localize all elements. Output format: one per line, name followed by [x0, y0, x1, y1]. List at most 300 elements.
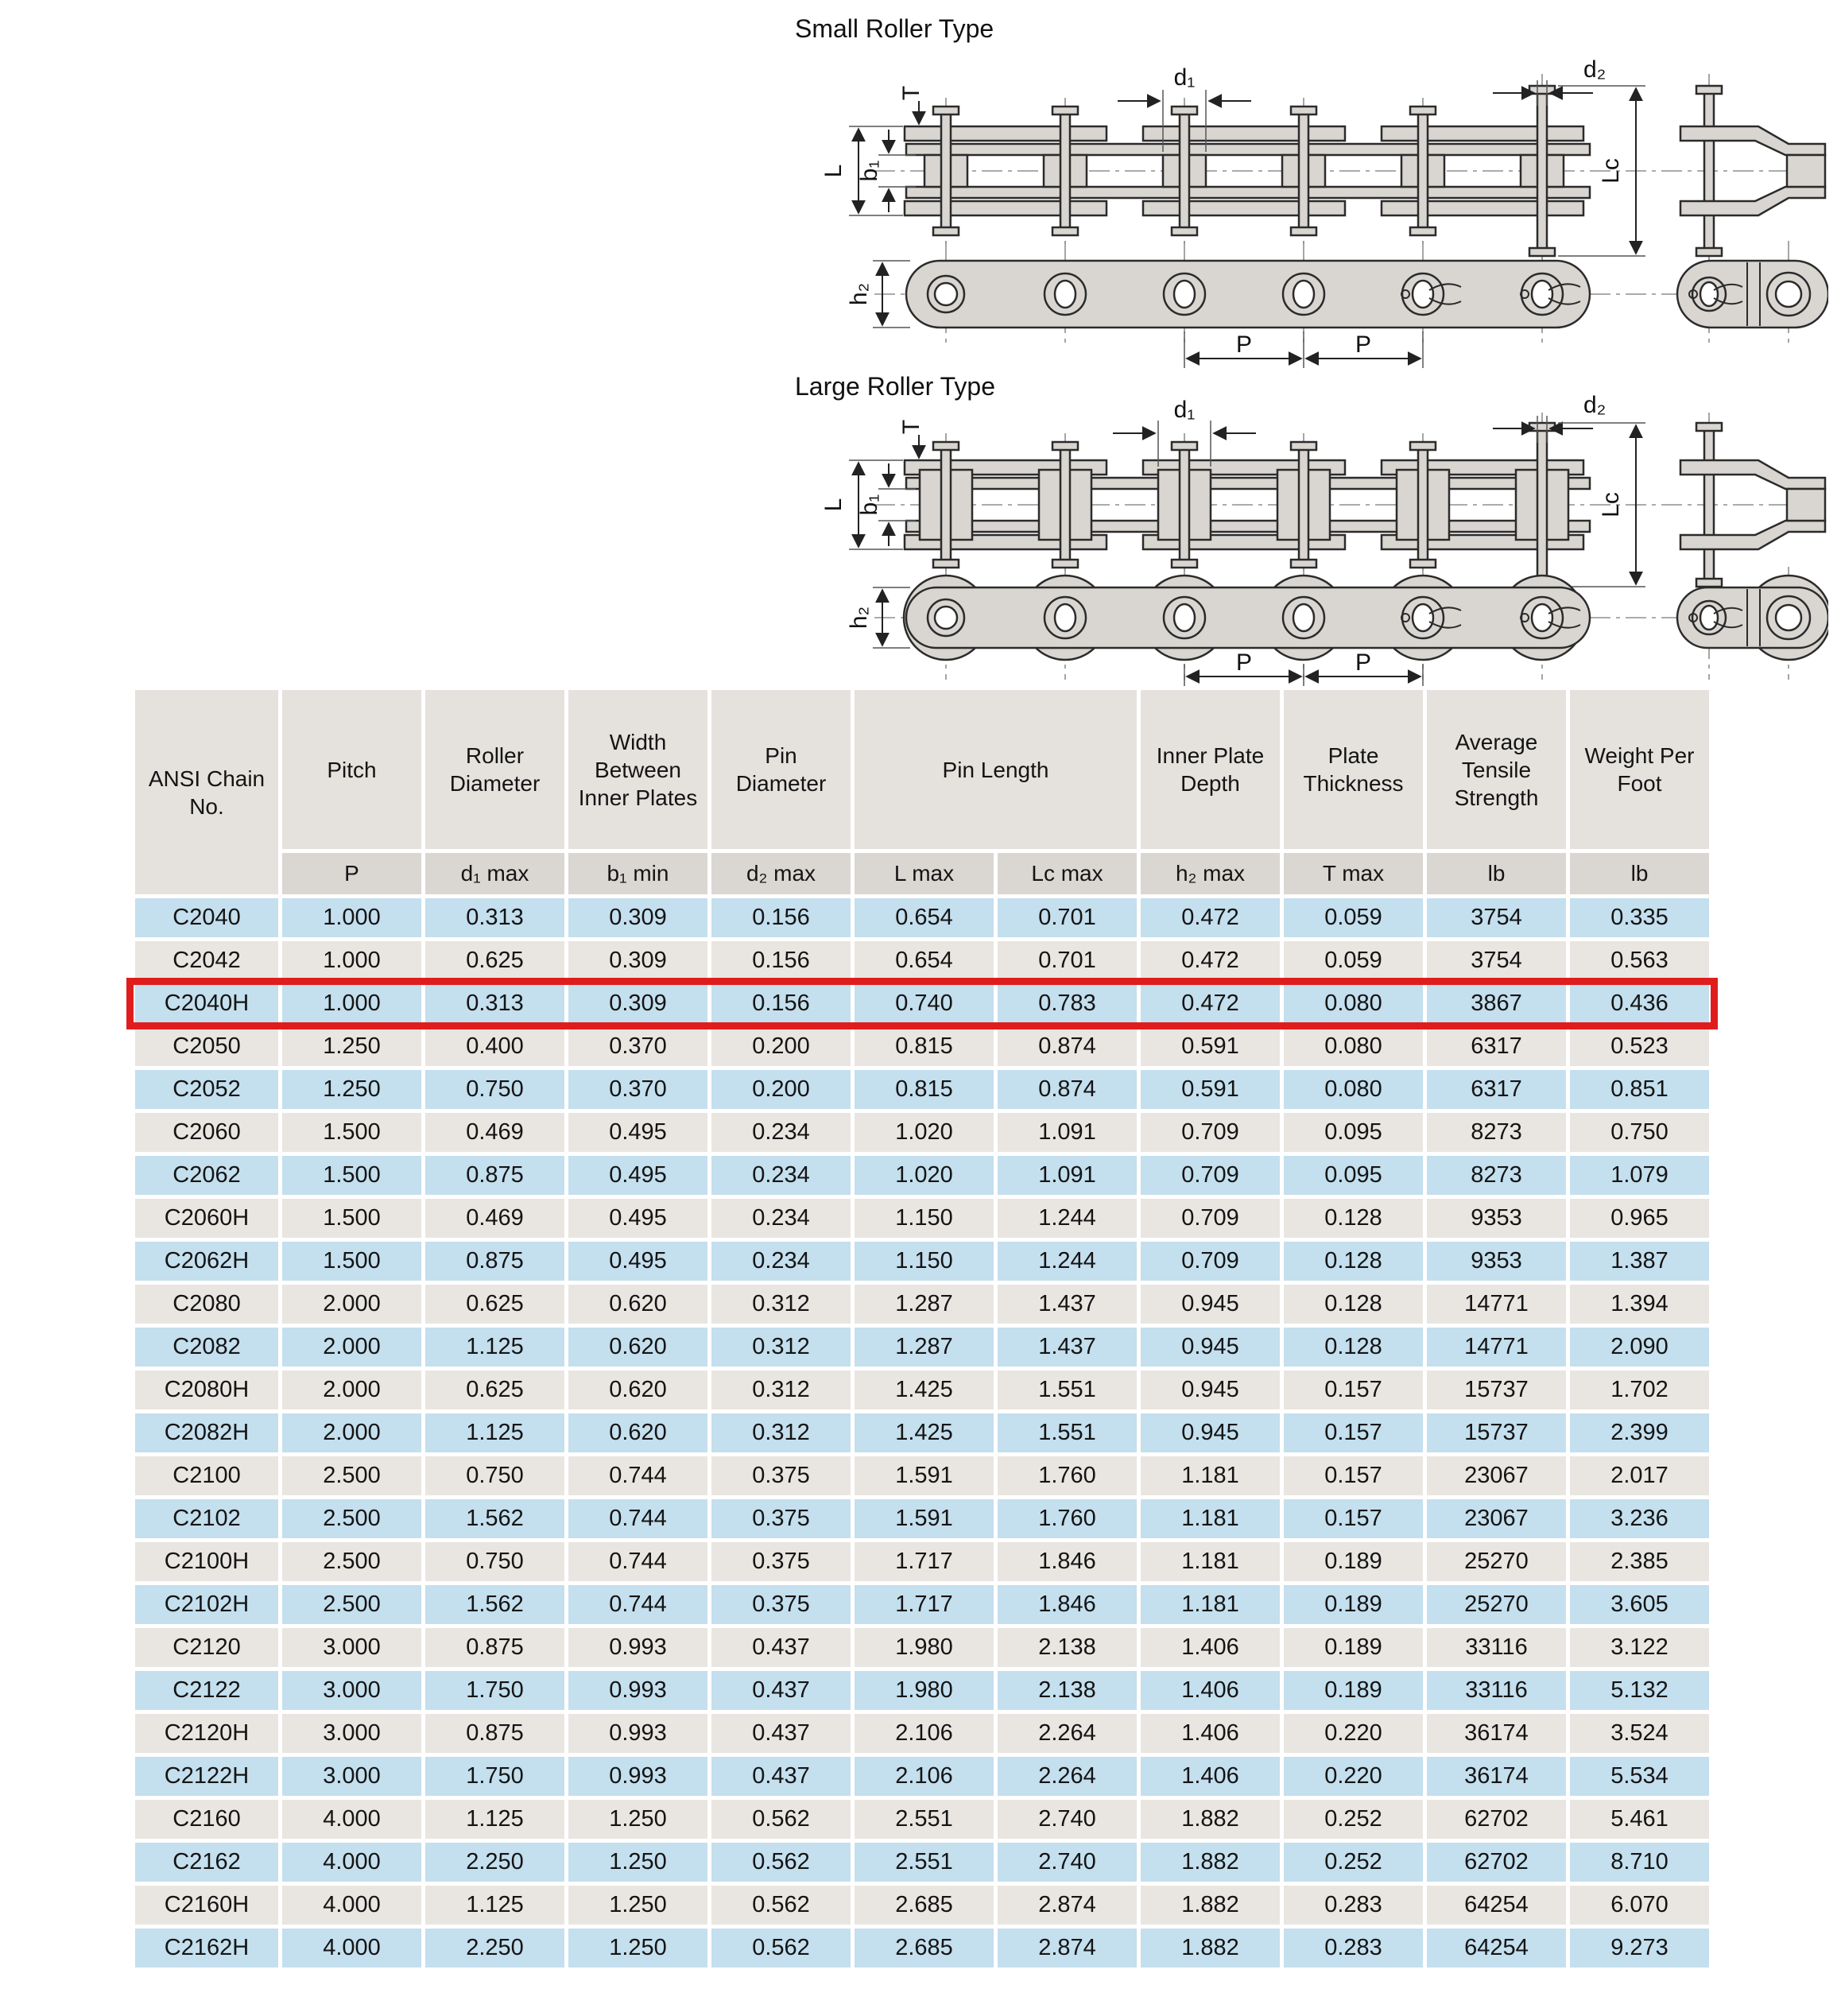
- table-cell: 1.181: [1141, 1456, 1280, 1495]
- table-cell: 0.874: [998, 1070, 1137, 1109]
- table-cell: 2.250: [425, 1929, 564, 1968]
- table-cell: 0.437: [711, 1671, 851, 1710]
- table-cell: 1.000: [282, 941, 421, 980]
- table-cell: 3754: [1427, 898, 1566, 937]
- table-cell: 5.132: [1570, 1671, 1709, 1710]
- table-cell: 5.534: [1570, 1757, 1709, 1796]
- table-cell: 0.234: [711, 1156, 851, 1195]
- table-cell: 6317: [1427, 1070, 1566, 1109]
- table-cell: 0.993: [568, 1671, 707, 1710]
- table-cell: 0.993: [568, 1757, 707, 1796]
- table-cell: 1.882: [1141, 1929, 1280, 1968]
- table-cell: 0.815: [855, 1027, 994, 1066]
- chain-no-cell: C2120H: [135, 1714, 278, 1753]
- table-cell: 3.000: [282, 1671, 421, 1710]
- table-cell: 1.500: [282, 1113, 421, 1152]
- pin: [1299, 449, 1308, 560]
- table-cell: 1.181: [1141, 1499, 1280, 1538]
- table-cell: 1.125: [425, 1413, 564, 1452]
- table-cell: 0.312: [711, 1413, 851, 1452]
- table-cell: 2.250: [425, 1843, 564, 1882]
- table-cell: 1.760: [998, 1456, 1137, 1495]
- table-cell: 0.375: [711, 1542, 851, 1581]
- chain-no-cell: C2080: [135, 1285, 278, 1324]
- table-cell: 0.469: [425, 1199, 564, 1238]
- table-cell: 1.717: [855, 1585, 994, 1624]
- table-cell: 1.846: [998, 1542, 1137, 1581]
- table-cell: 0.437: [711, 1757, 851, 1796]
- chain-no-cell: C2100: [135, 1456, 278, 1495]
- table-cell: 0.157: [1284, 1456, 1423, 1495]
- dim-label-d2: d₂: [1583, 56, 1607, 83]
- table-cell: 0.312: [711, 1370, 851, 1409]
- table-cell: 0.851: [1570, 1070, 1709, 1109]
- table-cell: 0.709: [1141, 1156, 1280, 1195]
- dim-label-L: L: [820, 498, 847, 512]
- table-cell: 8273: [1427, 1113, 1566, 1152]
- table-cell: 2.000: [282, 1413, 421, 1452]
- header-pitch: Pitch: [282, 690, 421, 849]
- table-cell: 4.000: [282, 1843, 421, 1882]
- table-cell: 1.500: [282, 1199, 421, 1238]
- table-cell: 0.562: [711, 1843, 851, 1882]
- pin: [1060, 449, 1070, 560]
- chain-no-cell: C2120: [135, 1628, 278, 1667]
- table-cell: 0.312: [711, 1328, 851, 1367]
- header-average-tensile-strength: Average Tensile Strength: [1427, 690, 1566, 849]
- table-cell: 1.000: [282, 984, 421, 1023]
- table-cell: 0.945: [1141, 1285, 1280, 1324]
- table-cell: 0.200: [711, 1070, 851, 1109]
- subheader-h2-max: h₂ max: [1141, 853, 1280, 894]
- subheader-b1-min: b₁ min: [568, 853, 707, 894]
- table-cell: 25270: [1427, 1542, 1566, 1581]
- table-cell: 0.156: [711, 984, 851, 1023]
- table-cell: 0.562: [711, 1886, 851, 1925]
- table-cell: 62702: [1427, 1800, 1566, 1839]
- table-cell: 0.400: [425, 1027, 564, 1066]
- table-cell: 0.283: [1284, 1929, 1423, 1968]
- diagram-title-small: Small Roller Type: [795, 14, 994, 43]
- table-cell: 8273: [1427, 1156, 1566, 1195]
- table-cell: 0.495: [568, 1242, 707, 1281]
- table-cell: 1.437: [998, 1328, 1137, 1367]
- table-cell: 0.437: [711, 1628, 851, 1667]
- table-cell: 3.605: [1570, 1585, 1709, 1624]
- table-cell: 1.250: [282, 1070, 421, 1109]
- diagram-title-large: Large Roller Type: [795, 372, 995, 401]
- table-cell: 1.250: [568, 1929, 707, 1968]
- table-cell: 36174: [1427, 1757, 1566, 1796]
- table-cell: 2.874: [998, 1886, 1137, 1925]
- table-cell: 1.846: [998, 1585, 1137, 1624]
- table-cell: 0.128: [1284, 1285, 1423, 1324]
- table-cell: 0.744: [568, 1542, 707, 1581]
- table-cell: 1.980: [855, 1628, 994, 1667]
- chain-no-cell: C2102: [135, 1499, 278, 1538]
- table-cell: 0.234: [711, 1113, 851, 1152]
- table-cell: 1.020: [855, 1156, 994, 1195]
- table-cell: 0.591: [1141, 1027, 1280, 1066]
- header-plate-thickness: Plate Thickness: [1284, 690, 1423, 849]
- table-cell: 0.875: [425, 1156, 564, 1195]
- table-cell: 1.000: [282, 898, 421, 937]
- table-cell: 0.495: [568, 1156, 707, 1195]
- chain-no-cell: C2160: [135, 1800, 278, 1839]
- table-cell: 0.189: [1284, 1671, 1423, 1710]
- pin: [941, 449, 951, 560]
- table-cell: 0.783: [998, 984, 1137, 1023]
- table-cell: 1.150: [855, 1199, 994, 1238]
- table-cell: 0.744: [568, 1456, 707, 1495]
- table-cell: 0.313: [425, 898, 564, 937]
- table-cell: 33116: [1427, 1628, 1566, 1667]
- dim-label-L: L: [820, 164, 847, 178]
- chain-no-cell: C2100H: [135, 1542, 278, 1581]
- table-cell: 2.500: [282, 1456, 421, 1495]
- table-cell: 1.250: [568, 1800, 707, 1839]
- table-cell: 0.472: [1141, 984, 1280, 1023]
- table-cell: 1.091: [998, 1113, 1137, 1152]
- table-cell: 0.128: [1284, 1328, 1423, 1367]
- table-cell: 0.701: [998, 941, 1137, 980]
- subheader-d2-max: d₂ max: [711, 853, 851, 894]
- table-cell: 8.710: [1570, 1843, 1709, 1882]
- table-cell: 0.620: [568, 1285, 707, 1324]
- table-cell: 1.562: [425, 1585, 564, 1624]
- table-cell: 1.551: [998, 1370, 1137, 1409]
- table-cell: 0.562: [711, 1800, 851, 1839]
- table-cell: 1.091: [998, 1156, 1137, 1195]
- table-cell: 0.312: [711, 1285, 851, 1324]
- table-cell: 0.220: [1284, 1714, 1423, 1753]
- chain-no-cell: C2062: [135, 1156, 278, 1195]
- table-cell: 1.437: [998, 1285, 1137, 1324]
- table-cell: 1.150: [855, 1242, 994, 1281]
- table-cell: 2.106: [855, 1714, 994, 1753]
- spec-table: [135, 690, 1709, 1968]
- dim-label-T: T: [898, 419, 924, 435]
- table-cell: 0.945: [1141, 1328, 1280, 1367]
- table-cell: 0.744: [568, 1585, 707, 1624]
- dim-label-T: T: [898, 85, 924, 101]
- table-cell: 1.425: [855, 1370, 994, 1409]
- pin: [1180, 114, 1189, 228]
- header-roller-diameter: Roller Diameter: [425, 690, 564, 849]
- table-cell: 6317: [1427, 1027, 1566, 1066]
- dim-label-b1: b₁: [856, 494, 882, 516]
- table-cell: 1.406: [1141, 1714, 1280, 1753]
- table-cell: 0.750: [425, 1542, 564, 1581]
- table-cell: 1.591: [855, 1456, 994, 1495]
- pin: [1299, 114, 1308, 228]
- table-cell: 1.750: [425, 1671, 564, 1710]
- table-cell: 5.461: [1570, 1800, 1709, 1839]
- table-cell: 1.882: [1141, 1800, 1280, 1839]
- table-cell: 2.874: [998, 1929, 1137, 1968]
- table-cell: 0.234: [711, 1242, 851, 1281]
- pin: [1060, 114, 1070, 228]
- table-cell: 2.000: [282, 1370, 421, 1409]
- subheader-p: P: [282, 853, 421, 894]
- table-cell: 2.264: [998, 1757, 1137, 1796]
- table-cell: 0.080: [1284, 1027, 1423, 1066]
- table-cell: 3.236: [1570, 1499, 1709, 1538]
- table-cell: 0.945: [1141, 1370, 1280, 1409]
- table-cell: 1.406: [1141, 1671, 1280, 1710]
- table-cell: 1.551: [998, 1413, 1137, 1452]
- chain-no-cell: C2040H: [135, 984, 278, 1023]
- table-cell: 0.059: [1284, 898, 1423, 937]
- table-cell: 2.740: [998, 1800, 1137, 1839]
- dim-label-P: P: [1235, 331, 1253, 358]
- table-cell: 0.157: [1284, 1499, 1423, 1538]
- table-cell: 62702: [1427, 1843, 1566, 1882]
- table-cell: 0.234: [711, 1199, 851, 1238]
- table-cell: 1.244: [998, 1199, 1137, 1238]
- table-cell: 2.138: [998, 1628, 1137, 1667]
- chain-no-cell: C2052: [135, 1070, 278, 1109]
- table-cell: 0.157: [1284, 1370, 1423, 1409]
- pin: [1180, 449, 1189, 560]
- subheader-lb-weight: lb: [1570, 853, 1709, 894]
- header-pin-diameter: Pin Diameter: [711, 690, 851, 849]
- subheader-l-max: L max: [855, 853, 994, 894]
- table-cell: 0.309: [568, 941, 707, 980]
- table-cell: 0.436: [1570, 984, 1709, 1023]
- table-cell: 64254: [1427, 1929, 1566, 1968]
- table-cell: 36174: [1427, 1714, 1566, 1753]
- table-cell: 1.500: [282, 1242, 421, 1281]
- table-cell: 0.335: [1570, 898, 1709, 937]
- table-cell: 1.125: [425, 1886, 564, 1925]
- table-cell: 4.000: [282, 1800, 421, 1839]
- dim-label-P: P: [1355, 331, 1372, 358]
- table-cell: 1.250: [568, 1886, 707, 1925]
- table-cell: 15737: [1427, 1413, 1566, 1452]
- table-cell: 2.090: [1570, 1328, 1709, 1367]
- table-cell: 3.524: [1570, 1714, 1709, 1753]
- table-cell: 0.709: [1141, 1113, 1280, 1152]
- table-cell: 2.017: [1570, 1456, 1709, 1495]
- dim-label-h2: h₂: [846, 606, 872, 630]
- chain-plan-view: [904, 576, 1828, 660]
- table-cell: 2.385: [1570, 1542, 1709, 1581]
- table-cell: 0.080: [1284, 1070, 1423, 1109]
- table-cell: 0.370: [568, 1070, 707, 1109]
- table-cell: 0.095: [1284, 1113, 1423, 1152]
- chain-no-cell: C2102H: [135, 1585, 278, 1624]
- chain-top-view: [905, 86, 1825, 256]
- table-cell: 1.020: [855, 1113, 994, 1152]
- table-cell: 0.875: [425, 1714, 564, 1753]
- table-cell: 1.394: [1570, 1285, 1709, 1324]
- table-cell: 0.625: [425, 1285, 564, 1324]
- table-cell: 1.702: [1570, 1370, 1709, 1409]
- header-weight-per-foot: Weight Per Foot: [1570, 690, 1709, 849]
- chain-no-cell: C2160H: [135, 1886, 278, 1925]
- table-cell: 0.156: [711, 898, 851, 937]
- table-cell: 0.620: [568, 1413, 707, 1452]
- table-cell: 3867: [1427, 984, 1566, 1023]
- pin: [941, 114, 951, 228]
- table-cell: 33116: [1427, 1671, 1566, 1710]
- subheader-t-max: T max: [1284, 853, 1423, 894]
- table-cell: 1.562: [425, 1499, 564, 1538]
- table-cell: 0.252: [1284, 1800, 1423, 1839]
- table-cell: 1.125: [425, 1328, 564, 1367]
- table-cell: 2.138: [998, 1671, 1137, 1710]
- table-cell: 0.945: [1141, 1413, 1280, 1452]
- table-cell: 0.709: [1141, 1199, 1280, 1238]
- subheader-lc-max: Lc max: [998, 853, 1137, 894]
- table-cell: 0.740: [855, 984, 994, 1023]
- table-cell: 0.654: [855, 941, 994, 980]
- table-cell: 3.000: [282, 1757, 421, 1796]
- table-cell: 0.220: [1284, 1757, 1423, 1796]
- table-cell: 1.882: [1141, 1886, 1280, 1925]
- table-cell: 0.469: [425, 1113, 564, 1152]
- table-cell: 1.125: [425, 1800, 564, 1839]
- table-cell: 14771: [1427, 1328, 1566, 1367]
- dim-label-Lc: Lc: [1598, 492, 1624, 518]
- table-cell: 2.685: [855, 1886, 994, 1925]
- table-cell: 2.551: [855, 1800, 994, 1839]
- chain-no-cell: C2082H: [135, 1413, 278, 1452]
- table-cell: 0.563: [1570, 941, 1709, 980]
- dim-label-d1: d₁: [1173, 397, 1196, 423]
- table-cell: 1.750: [425, 1757, 564, 1796]
- dim-label-P: P: [1355, 649, 1372, 676]
- chain-top-view: [905, 423, 1825, 587]
- table-cell: 0.875: [425, 1628, 564, 1667]
- small-roller-diagram: [477, 4, 1828, 370]
- table-cell: 1.406: [1141, 1628, 1280, 1667]
- table-cell: 1.244: [998, 1242, 1137, 1281]
- table-cell: 0.709: [1141, 1242, 1280, 1281]
- header-width-between-inner-plates: Width Between Inner Plates: [568, 690, 707, 849]
- table-cell: 0.375: [711, 1499, 851, 1538]
- table-cell: 0.654: [855, 898, 994, 937]
- chain-no-cell: C2042: [135, 941, 278, 980]
- table-cell: 2.399: [1570, 1413, 1709, 1452]
- table-cell: 15737: [1427, 1370, 1566, 1409]
- connecting-link-plan-view: [1677, 576, 1828, 660]
- table-cell: 2.500: [282, 1499, 421, 1538]
- table-cell: 1.717: [855, 1542, 994, 1581]
- table-cell: 0.309: [568, 984, 707, 1023]
- table-cell: 23067: [1427, 1499, 1566, 1538]
- dim-label-P: P: [1235, 649, 1253, 676]
- table-cell: 1.250: [568, 1843, 707, 1882]
- table-cell: 0.625: [425, 941, 564, 980]
- table-cell: 3754: [1427, 941, 1566, 980]
- pin: [1418, 114, 1428, 228]
- dim-label-d2: d₂: [1583, 392, 1607, 418]
- table-cell: 1.760: [998, 1499, 1137, 1538]
- table-cell: 0.620: [568, 1370, 707, 1409]
- table-cell: 23067: [1427, 1456, 1566, 1495]
- chain-no-cell: C2162H: [135, 1929, 278, 1968]
- subheader-lb-tensile: lb: [1427, 853, 1566, 894]
- table-cell: 4.000: [282, 1886, 421, 1925]
- table-cell: 0.128: [1284, 1242, 1423, 1281]
- table-cell: 0.495: [568, 1113, 707, 1152]
- table-cell: 9353: [1427, 1242, 1566, 1281]
- table-cell: 0.472: [1141, 941, 1280, 980]
- chain-no-cell: C2122H: [135, 1757, 278, 1796]
- dim-label-Lc: Lc: [1598, 158, 1624, 184]
- table-cell: 14771: [1427, 1285, 1566, 1324]
- table-cell: 1.387: [1570, 1242, 1709, 1281]
- table-cell: 0.252: [1284, 1843, 1423, 1882]
- table-cell: 0.313: [425, 984, 564, 1023]
- large-roller-diagram: [477, 370, 1828, 688]
- table-cell: 2.500: [282, 1585, 421, 1624]
- table-cell: 1.406: [1141, 1757, 1280, 1796]
- table-cell: 64254: [1427, 1886, 1566, 1925]
- pin: [1418, 449, 1428, 560]
- table-cell: 6.070: [1570, 1886, 1709, 1925]
- table-cell: 0.283: [1284, 1886, 1423, 1925]
- table-cell: 0.750: [425, 1456, 564, 1495]
- table-cell: 0.625: [425, 1370, 564, 1409]
- chain-no-cell: C2040: [135, 898, 278, 937]
- chain-no-cell: C2060H: [135, 1199, 278, 1238]
- header-pin-length: Pin Length: [855, 690, 1137, 849]
- connecting-pin: [1537, 430, 1547, 580]
- header-inner-plate-depth: Inner Plate Depth: [1141, 690, 1280, 849]
- table-cell: 1.287: [855, 1285, 994, 1324]
- table-cell: 2.264: [998, 1714, 1137, 1753]
- table-cell: 3.000: [282, 1628, 421, 1667]
- table-cell: 0.874: [998, 1027, 1137, 1066]
- table-cell: 0.370: [568, 1027, 707, 1066]
- connecting-pin: [1537, 93, 1547, 249]
- table-cell: 0.744: [568, 1499, 707, 1538]
- dim-label-h2: h₂: [846, 282, 872, 306]
- table-cell: 2.000: [282, 1285, 421, 1324]
- table-cell: 1.181: [1141, 1585, 1280, 1624]
- chain-no-cell: C2062H: [135, 1242, 278, 1281]
- table-cell: 0.993: [568, 1714, 707, 1753]
- table-cell: 2.551: [855, 1843, 994, 1882]
- table-cell: 0.437: [711, 1714, 851, 1753]
- table-cell: 0.562: [711, 1929, 851, 1968]
- table-cell: 1.287: [855, 1328, 994, 1367]
- chain-plan-view: [906, 261, 1828, 328]
- table-cell: 0.080: [1284, 984, 1423, 1023]
- table-cell: 0.993: [568, 1628, 707, 1667]
- subheader-d1-max: d₁ max: [425, 853, 564, 894]
- table-cell: 0.591: [1141, 1070, 1280, 1109]
- table-cell: 25270: [1427, 1585, 1566, 1624]
- table-cell: 1.591: [855, 1499, 994, 1538]
- table-cell: 0.965: [1570, 1199, 1709, 1238]
- table-cell: 0.189: [1284, 1585, 1423, 1624]
- table-cell: 0.095: [1284, 1156, 1423, 1195]
- table-cell: 3.000: [282, 1714, 421, 1753]
- connecting-link-plan-view: [1677, 261, 1828, 328]
- table-cell: 1.250: [282, 1027, 421, 1066]
- chain-no-cell: C2080H: [135, 1370, 278, 1409]
- chain-no-cell: C2162: [135, 1843, 278, 1882]
- table-cell: 0.189: [1284, 1542, 1423, 1581]
- table-cell: 0.189: [1284, 1628, 1423, 1667]
- table-cell: 2.740: [998, 1843, 1137, 1882]
- dim-label-d1: d₁: [1173, 64, 1196, 91]
- table-cell: 0.157: [1284, 1413, 1423, 1452]
